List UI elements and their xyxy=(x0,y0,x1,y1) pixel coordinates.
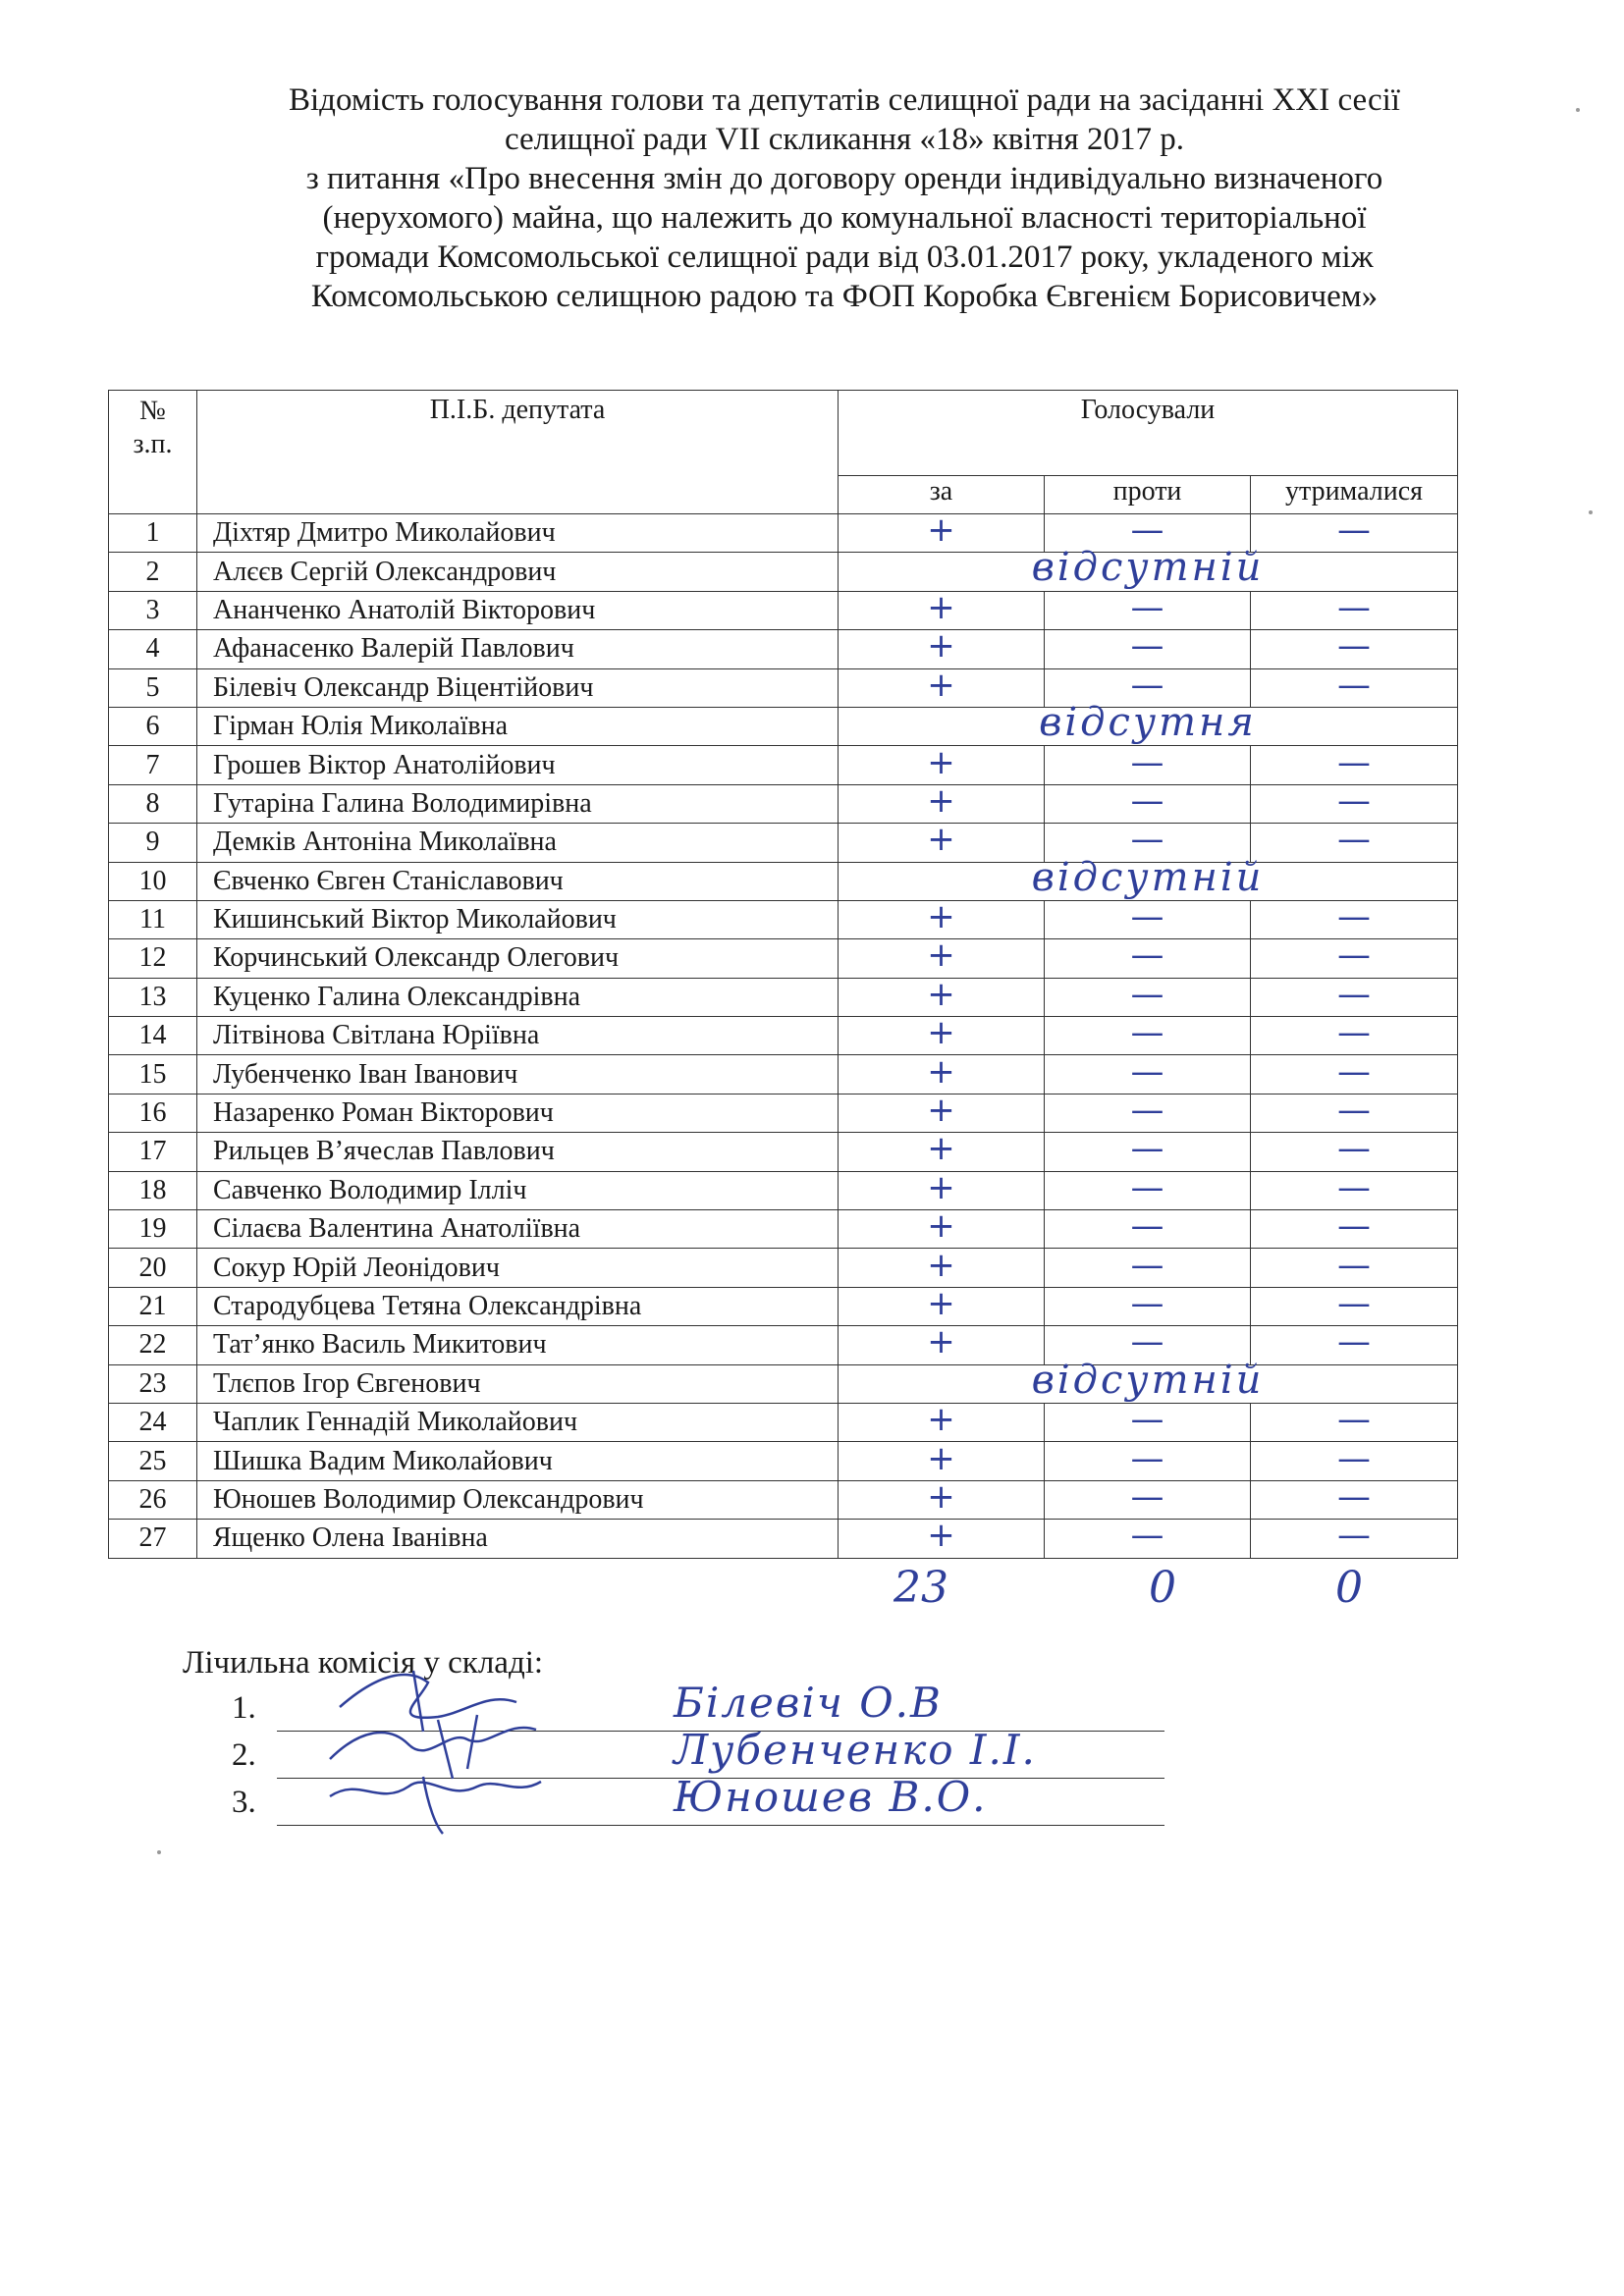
vote-for-mark: + xyxy=(927,1013,955,1053)
vote-abstain-mark: — xyxy=(1337,1400,1371,1440)
vote-abstain-mark: — xyxy=(1337,1013,1371,1053)
vote-for-cell xyxy=(839,1322,1045,1364)
row-number: 27 xyxy=(109,1520,197,1558)
vote-against-mark: — xyxy=(1130,510,1164,551)
deputy-name: Рильцев В’ячеслав Павлович xyxy=(197,1133,839,1171)
row-number: 16 xyxy=(109,1094,197,1132)
vote-for-mark: + xyxy=(927,510,955,551)
deputy-name: Демків Антоніна Миколаївна xyxy=(197,824,839,862)
title-line: селищної ради VII скликання «18» квітня 2017 р. xyxy=(504,122,1184,157)
vote-for-cell xyxy=(839,974,1045,1016)
vote-against-mark: — xyxy=(1130,665,1164,705)
deputy-name: Афанасенко Валерій Павлович xyxy=(197,630,839,668)
vote-abstain-cell xyxy=(1251,1400,1458,1441)
row-number: 14 xyxy=(109,1017,197,1055)
vote-against-cell xyxy=(1045,1167,1251,1209)
vote-abstain-mark: — xyxy=(1337,1284,1371,1323)
member-name: Лубенченко І.І. xyxy=(674,1726,1037,1774)
total-against: 0 xyxy=(1149,1563,1176,1613)
vote-for-mark: + xyxy=(927,1516,955,1556)
vote-for-mark: + xyxy=(927,587,955,627)
row-number: 4 xyxy=(109,630,197,668)
deputy-name: Євченко Євген Станіславович xyxy=(197,862,839,900)
title-line: Комсомольською селищною радою та ФОП Коробка Євгенієм Борисовичем» xyxy=(310,279,1379,314)
member-number: 1. xyxy=(232,1690,256,1726)
vote-abstain-mark: — xyxy=(1337,974,1371,1014)
vote-abstain-mark: — xyxy=(1337,935,1371,976)
vote-abstain-cell xyxy=(1251,665,1458,707)
table-row xyxy=(109,978,1458,1016)
row-number: 5 xyxy=(109,668,197,707)
row-number: 6 xyxy=(109,707,197,745)
vote-for-cell xyxy=(839,1167,1045,1209)
table-row xyxy=(109,1249,1458,1287)
vote-for-mark: + xyxy=(927,1051,955,1092)
header-number-abbr: з.п. xyxy=(133,429,173,459)
deputy-name: Тат’янко Василь Микитович xyxy=(197,1326,839,1364)
deputy-name: Лубенченко Іван Іванович xyxy=(197,1055,839,1094)
vote-against-cell xyxy=(1045,1051,1251,1094)
vote-for-cell xyxy=(839,626,1045,668)
vote-abstain-mark: — xyxy=(1337,897,1371,937)
vote-abstain-cell xyxy=(1251,587,1458,629)
vote-abstain-cell xyxy=(1251,510,1458,553)
vote-abstain-mark: — xyxy=(1337,626,1371,667)
title-line: Відомість голосування голови та депутатів селищної ради на засіданні XXI сесії xyxy=(289,82,1400,118)
vote-for-mark: + xyxy=(927,1167,955,1207)
header-voted: Голосували xyxy=(839,391,1458,476)
voting-rows xyxy=(109,510,1458,1559)
deputy-name: Діхтяр Дмитро Миколайович xyxy=(197,514,839,553)
table-row xyxy=(109,1442,1458,1480)
total-for: 23 xyxy=(893,1563,948,1613)
vote-against-mark: — xyxy=(1130,742,1164,782)
header-for: за xyxy=(839,476,1045,514)
absent-cell xyxy=(839,699,1458,745)
vote-abstain-mark: — xyxy=(1337,510,1371,551)
vote-abstain-mark: — xyxy=(1337,1438,1371,1478)
row-number: 17 xyxy=(109,1133,197,1171)
table-row xyxy=(109,939,1458,978)
vote-against-cell xyxy=(1045,1476,1251,1519)
vote-against-cell xyxy=(1045,897,1251,938)
row-number: 23 xyxy=(109,1364,197,1403)
row-number: 21 xyxy=(109,1287,197,1325)
row-number: 24 xyxy=(109,1403,197,1441)
table-row xyxy=(109,746,1458,784)
absent-mark: відсутня xyxy=(1039,699,1257,745)
vote-abstain-cell xyxy=(1251,742,1458,784)
row-number: 12 xyxy=(109,939,197,978)
absent-mark: відсутній xyxy=(1031,1357,1265,1403)
row-number: 13 xyxy=(109,978,197,1016)
vote-for-mark: + xyxy=(927,897,955,937)
member-number: 3. xyxy=(232,1785,256,1820)
row-number: 2 xyxy=(109,553,197,591)
table-row xyxy=(109,707,1458,745)
deputy-name: Корчинський Олександр Олегович xyxy=(197,939,839,978)
vote-for-mark: + xyxy=(927,626,955,667)
title-line: з питання «Про внесення змін до договору оренди індивідуально визначеного xyxy=(305,161,1383,196)
vote-for-cell xyxy=(839,1284,1045,1325)
vote-against-cell xyxy=(1045,1400,1251,1441)
vote-for-mark: + xyxy=(927,1400,955,1440)
member-number: 2. xyxy=(232,1737,256,1773)
absent-cell xyxy=(839,1357,1458,1403)
vote-abstain-mark: — xyxy=(1337,665,1371,705)
margin-speck xyxy=(157,1850,161,1854)
total-abstain: 0 xyxy=(1335,1563,1363,1613)
vote-abstain-cell xyxy=(1251,1245,1458,1287)
deputy-name: Куценко Галина Олександрівна xyxy=(197,978,839,1016)
vote-against-mark: — xyxy=(1130,1245,1164,1285)
vote-against-mark: — xyxy=(1130,897,1164,937)
deputy-name: Алєєв Сергій Олександрович xyxy=(197,553,839,591)
deputy-name: Гірман Юлія Миколаївна xyxy=(197,707,839,745)
vote-for-cell xyxy=(839,510,1045,553)
vote-for-cell xyxy=(839,935,1045,978)
table-row xyxy=(109,1364,1458,1403)
vote-against-cell xyxy=(1045,780,1251,823)
deputy-name: Шишка Вадим Миколайович xyxy=(197,1442,839,1480)
absent-mark: відсутній xyxy=(1031,854,1265,900)
vote-abstain-cell xyxy=(1251,1438,1458,1480)
table-row xyxy=(109,1210,1458,1249)
deputy-name: Ананченко Анатолій Вікторович xyxy=(197,591,839,629)
deputy-name: Грошев Віктор Анатолійович xyxy=(197,746,839,784)
vote-for-mark: + xyxy=(927,974,955,1014)
vote-for-cell xyxy=(839,742,1045,784)
row-number: 8 xyxy=(109,784,197,823)
vote-for-cell xyxy=(839,897,1045,938)
table-row xyxy=(109,1480,1458,1519)
row-number: 11 xyxy=(109,900,197,938)
vote-for-cell xyxy=(839,820,1045,862)
deputy-name: Ященко Олена Іванівна xyxy=(197,1520,839,1558)
table-row xyxy=(109,630,1458,668)
signature-scrawl xyxy=(320,1757,546,1836)
vote-against-mark: — xyxy=(1130,820,1164,860)
header-number-symbol: № xyxy=(139,396,166,426)
row-number: 10 xyxy=(109,862,197,900)
vote-abstain-cell xyxy=(1251,626,1458,668)
vote-abstain-cell xyxy=(1251,1322,1458,1364)
commission-member-3 xyxy=(232,1773,1164,1826)
vote-against-cell xyxy=(1045,1091,1251,1132)
vote-for-cell xyxy=(839,1129,1045,1171)
vote-abstain-cell xyxy=(1251,1284,1458,1325)
vote-for-mark: + xyxy=(927,665,955,705)
deputy-name: Кишинський Віктор Миколайович xyxy=(197,900,839,938)
vote-abstain-mark: — xyxy=(1337,1322,1371,1362)
deputy-name: Назаренко Роман Вікторович xyxy=(197,1094,839,1132)
vote-abstain-cell xyxy=(1251,1167,1458,1209)
absent-cell xyxy=(839,854,1458,900)
vote-against-cell xyxy=(1045,1516,1251,1558)
table-row xyxy=(109,1403,1458,1441)
vote-against-cell xyxy=(1045,974,1251,1016)
vote-against-cell xyxy=(1045,1245,1251,1287)
row-number: 1 xyxy=(109,514,197,553)
table-row xyxy=(109,784,1458,823)
document-title xyxy=(147,80,1542,316)
table-row xyxy=(109,1133,1458,1171)
vote-for-mark: + xyxy=(927,1284,955,1323)
deputy-name: Сокур Юрій Леонідович xyxy=(197,1249,839,1287)
row-number: 20 xyxy=(109,1249,197,1287)
vote-against-mark: — xyxy=(1130,1129,1164,1169)
vote-abstain-mark: — xyxy=(1337,1206,1371,1247)
vote-against-mark: — xyxy=(1130,1284,1164,1323)
vote-against-cell xyxy=(1045,1129,1251,1171)
vote-against-mark: — xyxy=(1130,1206,1164,1247)
vote-for-cell xyxy=(839,1013,1045,1055)
absent-mark: відсутній xyxy=(1031,545,1265,591)
vote-for-mark: + xyxy=(927,1438,955,1478)
title-line: громади Комсомольської селищної ради від 03.01.2017 року, укладеного між xyxy=(315,240,1374,275)
vote-abstain-mark: — xyxy=(1337,780,1371,821)
deputy-name: Тлєпов Ігор Євгенович xyxy=(197,1364,839,1403)
deputy-name: Юношев Володимир Олександрович xyxy=(197,1480,839,1519)
table-row xyxy=(109,553,1458,591)
vote-for-cell xyxy=(839,587,1045,629)
vote-against-cell xyxy=(1045,587,1251,629)
margin-speck xyxy=(1589,510,1593,514)
member-name: Юношев В.О. xyxy=(674,1773,988,1821)
vote-against-cell xyxy=(1045,742,1251,784)
header-against: проти xyxy=(1045,476,1251,514)
vote-for-cell xyxy=(839,665,1045,707)
absent-cell xyxy=(839,545,1458,591)
vote-against-cell xyxy=(1045,1013,1251,1055)
deputy-name: Савченко Володимир Ілліч xyxy=(197,1171,839,1209)
vote-for-cell xyxy=(839,1400,1045,1441)
vote-for-cell xyxy=(839,1051,1045,1094)
vote-against-mark: — xyxy=(1130,1476,1164,1517)
title-line: (нерухомого) майна, що належить до комунальної власності територіальної xyxy=(322,200,1367,236)
vote-against-mark: — xyxy=(1130,1438,1164,1478)
table-row xyxy=(109,862,1458,900)
vote-for-mark: + xyxy=(927,935,955,976)
member-name: Білевіч О.В xyxy=(674,1679,943,1727)
row-number: 3 xyxy=(109,591,197,629)
vote-for-cell xyxy=(839,1206,1045,1249)
vote-abstain-mark: — xyxy=(1337,1167,1371,1207)
vote-abstain-cell xyxy=(1251,1051,1458,1094)
vote-abstain-mark: — xyxy=(1337,587,1371,627)
table-row xyxy=(109,1055,1458,1094)
vote-abstain-mark: — xyxy=(1337,742,1371,782)
vote-abstain-mark: — xyxy=(1337,1051,1371,1092)
vote-for-mark: + xyxy=(927,742,955,782)
vote-for-mark: + xyxy=(927,780,955,821)
table-row xyxy=(109,1094,1458,1132)
vote-for-mark: + xyxy=(927,1322,955,1362)
vote-abstain-mark: — xyxy=(1337,820,1371,860)
vote-against-mark: — xyxy=(1130,1013,1164,1053)
vote-against-mark: — xyxy=(1130,1051,1164,1092)
table-row xyxy=(109,1287,1458,1325)
row-number: 25 xyxy=(109,1442,197,1480)
vote-abstain-cell xyxy=(1251,1129,1458,1171)
vote-against-mark: — xyxy=(1130,1167,1164,1207)
vote-abstain-mark: — xyxy=(1337,1245,1371,1285)
vote-against-cell xyxy=(1045,1284,1251,1325)
vote-abstain-cell xyxy=(1251,780,1458,823)
vote-for-mark: + xyxy=(927,1206,955,1247)
deputy-name: Літвінова Світлана Юріївна xyxy=(197,1017,839,1055)
vote-for-mark: + xyxy=(927,1129,955,1169)
row-number: 9 xyxy=(109,824,197,862)
vote-for-cell xyxy=(839,1476,1045,1519)
row-number: 18 xyxy=(109,1171,197,1209)
vote-abstain-cell xyxy=(1251,897,1458,938)
vote-abstain-cell xyxy=(1251,1476,1458,1519)
row-number: 22 xyxy=(109,1326,197,1364)
vote-against-cell xyxy=(1045,1206,1251,1249)
vote-abstain-cell xyxy=(1251,974,1458,1016)
deputy-name: Гутаріна Галина Володимирівна xyxy=(197,784,839,823)
table-row xyxy=(109,1017,1458,1055)
deputy-name: Стародубцева Тетяна Олександрівна xyxy=(197,1287,839,1325)
commission-title: Лічильна комісія у складі: xyxy=(183,1645,544,1681)
table-row xyxy=(109,1520,1458,1558)
vote-abstain-cell xyxy=(1251,1091,1458,1132)
vote-against-mark: — xyxy=(1130,1322,1164,1362)
vote-against-mark: — xyxy=(1130,1091,1164,1131)
vote-against-mark: — xyxy=(1130,935,1164,976)
vote-against-mark: — xyxy=(1130,780,1164,821)
vote-against-mark: — xyxy=(1130,974,1164,1014)
table-row xyxy=(109,1171,1458,1209)
row-number: 15 xyxy=(109,1055,197,1094)
deputy-name: Сілаєва Валентина Анатоліївна xyxy=(197,1210,839,1249)
row-number: 26 xyxy=(109,1480,197,1519)
vote-against-mark: — xyxy=(1130,1400,1164,1440)
header-deputy-name: П.І.Б. депутата xyxy=(197,391,839,514)
vote-for-cell xyxy=(839,1245,1045,1287)
vote-abstain-cell xyxy=(1251,1516,1458,1558)
table-row xyxy=(109,591,1458,629)
vote-abstain-mark: — xyxy=(1337,1091,1371,1131)
margin-speck xyxy=(1576,108,1580,112)
row-number: 19 xyxy=(109,1210,197,1249)
vote-abstain-cell xyxy=(1251,1206,1458,1249)
header-number xyxy=(109,391,197,514)
vote-abstain-mark: — xyxy=(1337,1476,1371,1517)
vote-abstain-cell xyxy=(1251,820,1458,862)
vote-for-cell xyxy=(839,780,1045,823)
vote-against-cell xyxy=(1045,935,1251,978)
vote-for-mark: + xyxy=(927,1091,955,1131)
vote-abstain-mark: — xyxy=(1337,1129,1371,1169)
vote-for-cell xyxy=(839,1438,1045,1480)
vote-for-mark: + xyxy=(927,1476,955,1517)
vote-abstain-cell xyxy=(1251,1013,1458,1055)
vote-against-mark: — xyxy=(1130,1516,1164,1556)
vote-against-cell xyxy=(1045,1438,1251,1480)
vote-abstain-cell xyxy=(1251,935,1458,978)
vote-against-mark: — xyxy=(1130,587,1164,627)
deputy-name: Чаплик Геннадій Миколайович xyxy=(197,1403,839,1441)
row-number: 7 xyxy=(109,746,197,784)
vote-for-mark: + xyxy=(927,1245,955,1285)
vote-abstain-mark: — xyxy=(1337,1516,1371,1556)
vote-against-mark: — xyxy=(1130,626,1164,667)
header-abstain: утрималися xyxy=(1251,476,1458,514)
table-row xyxy=(109,900,1458,938)
vote-for-cell xyxy=(839,1091,1045,1132)
vote-against-cell xyxy=(1045,626,1251,668)
vote-for-mark: + xyxy=(927,820,955,860)
vote-for-cell xyxy=(839,1516,1045,1558)
voting-table xyxy=(108,390,1458,1559)
deputy-name: Білевіч Олександр Віцентійович xyxy=(197,668,839,707)
